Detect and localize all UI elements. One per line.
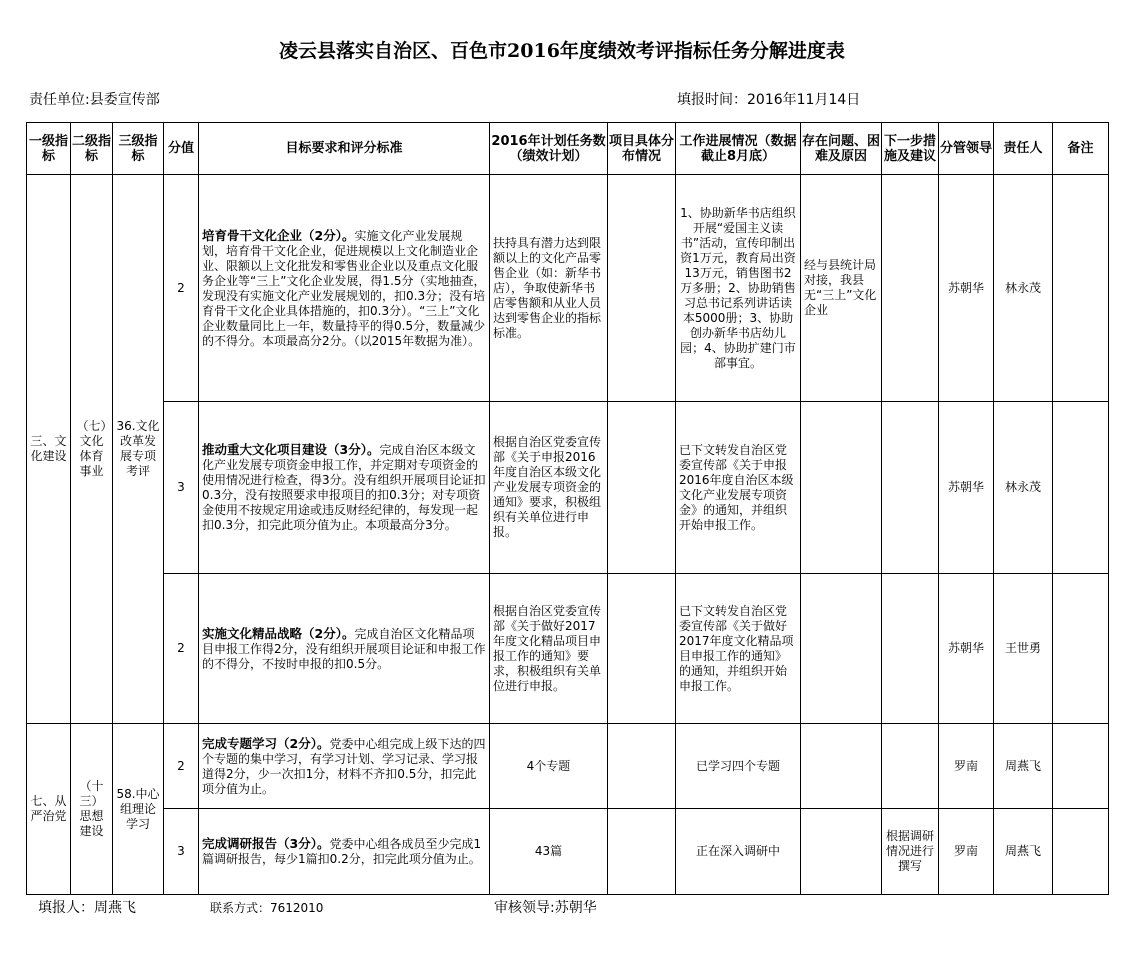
score-cell: 2 [164, 724, 199, 809]
header-progress: 工作进展情况（数据截止8月底） [676, 123, 801, 175]
header-person: 责任人 [994, 123, 1053, 175]
remark-cell [1053, 809, 1109, 895]
header-distribution: 项目具体分布情况 [608, 123, 676, 175]
standard-cell [199, 402, 490, 574]
progress-cell: 已学习四个专题 [676, 724, 801, 809]
header-level3: 三级指标 [113, 123, 164, 175]
header-leader: 分管领导 [939, 123, 994, 175]
header-plan: 2016年计划任务数（绩效计划） [490, 123, 608, 175]
header-score: 分值 [164, 123, 199, 175]
responsible-unit: 责任单位:县委宣传部 [29, 92, 160, 108]
next-steps-cell: 根据调研情况进行撰写 [882, 809, 939, 895]
remark-cell [1053, 574, 1109, 724]
header-remark: 备注 [1053, 123, 1109, 175]
standard-cell [199, 574, 490, 724]
score-cell: 3 [164, 402, 199, 574]
standard-body: 实施文化产业发展规划，培育骨干文化企业，促进规模以上文化制造业企业、限额以上文化批发和零售业企业以及重点文化服务企业等“三上”文化企业发展，得1.5分（实地抽查，发现没有实施文化产业发展规划的，扣0.3分；没有培育骨干文化企业具体措施的，扣0.3分）。“三上”文化企业数量同比上一年，数量持平的得0.5分，数量减少的不得分。本项最高分2分。（以2015年数据为准）。 [202, 228, 486, 348]
problems-cell [801, 402, 882, 574]
level1-cell: 七、从严治党 [27, 724, 71, 895]
page-title: 凌云县落实自治区、百色市2016年度绩效考评指标任务分解进度表 [279, 40, 845, 62]
standard-cell [199, 724, 490, 809]
level1-cell: 三、文化建设 [27, 175, 71, 724]
person-cell: 林永茂 [994, 402, 1053, 574]
header-problems: 存在问题、困难及原因 [801, 123, 882, 175]
next-steps-cell [882, 402, 939, 574]
progress-cell: 正在深入调研中 [676, 809, 801, 895]
table-row [27, 809, 1109, 895]
header-level2: 二级指标 [71, 123, 113, 175]
standard-title: 培育骨干文化企业（2分）。 [202, 227, 355, 243]
standard-body: 党委中心组完成上级下达的四个专题的集中学习，有学习计划、学习记录、学习报道得2分，少一次扣1分，材料不齐扣0.5分，扣完此项分值为止。 [202, 736, 486, 796]
score-cell: 3 [164, 809, 199, 895]
next-steps-cell [882, 175, 939, 402]
standard-body: 完成自治区本级文化产业发展专项资金申报工作，并定期对专项资金的使用情况进行检查，得3分。没有组织开展项目论证扣0.3分，没有按照要求申报项目的扣0.3分；对专项资金使用不按规定用途或违反财经纪律的，每发现一起扣0.3分，扣完此项分值为止。本项最高分3分。 [202, 443, 486, 532]
plan-cell: 4个专题 [490, 724, 608, 809]
distribution-cell [608, 574, 676, 724]
standard-title: 推动重大文化项目建设（3分）。 [202, 442, 380, 457]
person-cell: 周燕飞 [994, 809, 1053, 895]
leader-cell: 苏朝华 [939, 402, 994, 574]
progress-cell: 已下文转发自治区党委宣传部《关于做好2017年度文化精品项目申报工作的通知》的通知，并组织开始申报工作。 [676, 574, 801, 724]
plan-cell: 根据自治区党委宣传部《关于做好2017年度文化精品项目申报工作的通知》要求，积极组织有关单位进行申报。 [490, 574, 608, 724]
standard-body: 完成自治区文化精品项目申报工作得2分，没有组织开展项目论证和申报工作的不得分，不按时申报的扣0.5分。 [202, 626, 486, 671]
table-row [27, 724, 1109, 809]
leader-cell: 苏朝华 [939, 574, 994, 724]
distribution-cell [608, 175, 676, 402]
person-cell: 林永茂 [994, 175, 1053, 402]
person-cell: 周燕飞 [994, 724, 1053, 809]
score-cell: 2 [164, 574, 199, 724]
standard-title: 完成专题学习（2分）。 [202, 735, 330, 751]
problems-cell [801, 574, 882, 724]
header-level1: 一级指标 [27, 123, 71, 175]
score-cell: 2 [164, 175, 199, 402]
next-steps-cell [882, 574, 939, 724]
standard-title: 完成调研报告（3分）。 [202, 836, 330, 851]
level2-cell: （十三）思想建设 [71, 724, 113, 895]
remark-cell [1053, 175, 1109, 402]
distribution-cell [608, 402, 676, 574]
contact: 联系方式：7612010 [210, 901, 324, 915]
header-standard: 目标要求和评分标准 [199, 123, 490, 175]
problems-cell [801, 809, 882, 895]
progress-table [26, 122, 1109, 895]
problems-cell [801, 724, 882, 809]
distribution-cell [608, 809, 676, 895]
table-row [27, 175, 1109, 402]
fill-time: 填报时间：2016年11月14日 [677, 92, 861, 108]
person-cell: 王世勇 [994, 574, 1053, 724]
table-row [27, 402, 1109, 574]
leader-cell: 罗南 [939, 809, 994, 895]
problems-cell: 经与县统计局对接，我县无“三上”文化企业 [801, 175, 882, 402]
plan-cell: 43篇 [490, 809, 608, 895]
standard-cell [199, 175, 490, 402]
remark-cell [1053, 402, 1109, 574]
distribution-cell [608, 724, 676, 809]
progress-cell: 1、协助新华书店组织开展“爱国主义读书”活动，宣传印制出资1万元，教育局出资13万元，销售图书2万多册；2、协助销售习总书记系列讲话读本5000册；3、协助创办新华书店幼儿园；4、协助扩建门市部事宜。 [676, 175, 801, 402]
header-next-steps: 下一步措施及建议 [882, 123, 939, 175]
leader-cell: 苏朝华 [939, 175, 994, 402]
filler: 填报人：周燕飞 [38, 900, 136, 916]
reviewer: 审核领导:苏朝华 [494, 900, 597, 916]
table-row [27, 574, 1109, 724]
next-steps-cell [882, 724, 939, 809]
level3-cell: 36.文化改革发展专项考评 [113, 175, 164, 724]
leader-cell: 罗南 [939, 724, 994, 809]
progress-cell: 已下文转发自治区党委宣传部《关于申报2016年度自治区本级文化产业发展专项资金》的通知，并组织开始申报工作。 [676, 402, 801, 574]
remark-cell [1053, 724, 1109, 809]
standard-title: 实施文化精品战略（2分）。 [202, 625, 355, 641]
level3-cell: 58.中心组理论学习 [113, 724, 164, 895]
level2-cell: （七）文化体育事业 [71, 175, 113, 724]
plan-cell: 扶持具有潜力达到限额以上的文化产品零售企业（如：新华书店），争取使新华书店零售额和从业人员达到零售企业的指标标准。 [490, 175, 608, 402]
standard-cell [199, 809, 490, 895]
header-row [27, 123, 1109, 175]
plan-cell: 根据自治区党委宣传部《关于申报2016年度自治区本级文化产业发展专项资金的通知》要求，积极组织有关单位进行申报。 [490, 402, 608, 574]
standard-body: 党委中心组各成员至少完成1篇调研报告，每少1篇扣0.2分，扣完此项分值为止。 [202, 837, 482, 866]
